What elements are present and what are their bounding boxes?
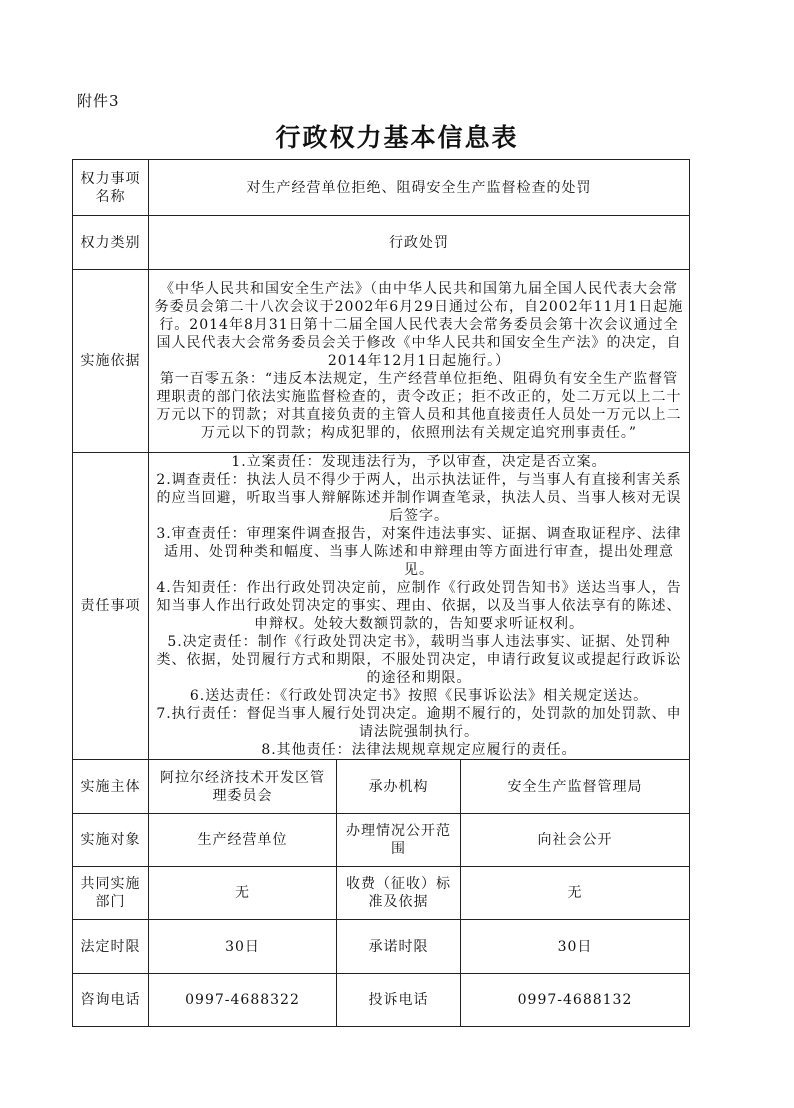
responsibility-item: 5.决定责任：制作《行政处罚决定书》，载明当事人违法事实、证据、处罚种类、依据，处罚履行方式和期限，不服处罚决定，申请行政复议或提起行政诉讼的途径和期限。 bbox=[156, 634, 682, 686]
attachment-label: 附件3 bbox=[77, 92, 120, 110]
target-label: 实施对象 bbox=[73, 814, 149, 867]
legal-basis-paragraph: 《中华人民共和国安全生产法》（由中华人民共和国第九届全国人民代表大会常务委员会第二十八次会议于2002年6月29日通过公布，自2002年11月1日起施行。2014年8月31日第十二届全国人民代表大会常务委员会第十次会议通过全国人民代表大会常务委员会关于修改《中华人民共和国安全生产法》的决定，自2014年12月1日起施行。） bbox=[154, 281, 684, 369]
responsibility-item: 3.审查责任：审理案件调查报告，对案件违法事实、证据、调查取证程序、法律适用、处罚种类和幅度、当事人陈述和申辩理由等方面进行审查，提出处理意见。 bbox=[156, 526, 682, 578]
responsibility-item: 8.其他责任：法律法规规章规定应履行的责任。 bbox=[261, 742, 577, 758]
fee-standard-value: 无 bbox=[461, 867, 690, 920]
legal-time-limit-label: 法定时限 bbox=[73, 920, 149, 974]
responsibilities-content bbox=[149, 453, 690, 760]
row-subject bbox=[73, 760, 690, 814]
fee-standard-label: 收费（征收）标准及依据 bbox=[337, 867, 461, 920]
responsibility-item: 4.告知责任：作出行政处罚决定前，应制作《行政处罚告知书》送达当事人，告知当事人作出行政处罚决定的事实、理由、依据，以及当事人依法享有的陈述、申辩权。处较大数额罚款的，告知要求听证权利。 bbox=[156, 580, 682, 632]
promised-time-limit-value: 30日 bbox=[461, 920, 690, 974]
joint-department-label: 共同实施部门 bbox=[73, 867, 149, 920]
power-name-label: 权力事项名称 bbox=[73, 160, 149, 216]
disclosure-scope-label: 办理情况公开范围 bbox=[337, 814, 461, 867]
responsibilities-label: 责任事项 bbox=[73, 453, 149, 760]
subject-value: 阿拉尔经济技术开发区管理委员会 bbox=[149, 760, 337, 814]
row-target bbox=[73, 814, 690, 867]
row-responsibilities bbox=[73, 453, 690, 760]
promised-time-limit-label: 承诺时限 bbox=[337, 920, 461, 974]
responsibility-item: 1.立案责任：发现违法行为，予以审查，决定是否立案。 bbox=[231, 454, 607, 470]
power-type-value: 行政处罚 bbox=[149, 216, 690, 270]
handling-agency-value: 安全生产监督管理局 bbox=[461, 760, 690, 814]
subject-label: 实施主体 bbox=[73, 760, 149, 814]
legal-basis-label: 实施依据 bbox=[73, 270, 149, 453]
responsibility-item: 7.执行责任：督促当事人履行处罚决定。逾期不履行的，处罚款的加处罚款、申请法院强制执行。 bbox=[156, 706, 682, 740]
row-phone bbox=[73, 974, 690, 1027]
row-legal-basis bbox=[73, 270, 690, 453]
complaint-phone-value: 0997-4688132 bbox=[461, 974, 690, 1027]
row-joint bbox=[73, 867, 690, 920]
row-power-name bbox=[73, 160, 690, 216]
row-power-type bbox=[73, 216, 690, 270]
inquiry-phone-label: 咨询电话 bbox=[73, 974, 149, 1027]
legal-time-limit-value: 30日 bbox=[149, 920, 337, 974]
power-name-value: 对生产经营单位拒绝、阻碍安全生产监督检查的处罚 bbox=[149, 160, 690, 216]
joint-department-value: 无 bbox=[149, 867, 337, 920]
handling-agency-label: 承办机构 bbox=[337, 760, 461, 814]
responsibility-item: 2.调查责任：执法人员不得少于两人，出示执法证件，与当事人有直接利害关系的应当回避，听取当事人辩解陈述并制作调查笔录，执法人员、当事人核对无误后签字。 bbox=[156, 472, 682, 524]
page-title: 行政权力基本信息表 bbox=[275, 123, 519, 152]
target-value: 生产经营单位 bbox=[149, 814, 337, 867]
legal-basis-paragraph: 第一百零五条：“违反本法规定，生产经营单位拒绝、阻碍负有安全生产监督管理职责的部门依法实施监督检查的，责令改正；拒不改正的，处二万元以上二十万元以下的罚款；对其直接负责的主管人员和其他直接责任人员处一万元以上二万元以下的罚款；构成犯罪的，依照刑法有关规定追究刑事责任。” bbox=[156, 371, 682, 441]
info-table bbox=[72, 159, 690, 1027]
power-type-label: 权力类别 bbox=[73, 216, 149, 270]
inquiry-phone-value: 0997-4688322 bbox=[149, 974, 337, 1027]
complaint-phone-label: 投诉电话 bbox=[337, 974, 461, 1027]
legal-basis-content bbox=[149, 270, 690, 453]
responsibility-item: 6.送达责任：《行政处罚决定书》按照《民事诉讼法》相关规定送达。 bbox=[189, 688, 649, 704]
disclosure-scope-value: 向社会公开 bbox=[461, 814, 690, 867]
row-time-limit bbox=[73, 920, 690, 974]
